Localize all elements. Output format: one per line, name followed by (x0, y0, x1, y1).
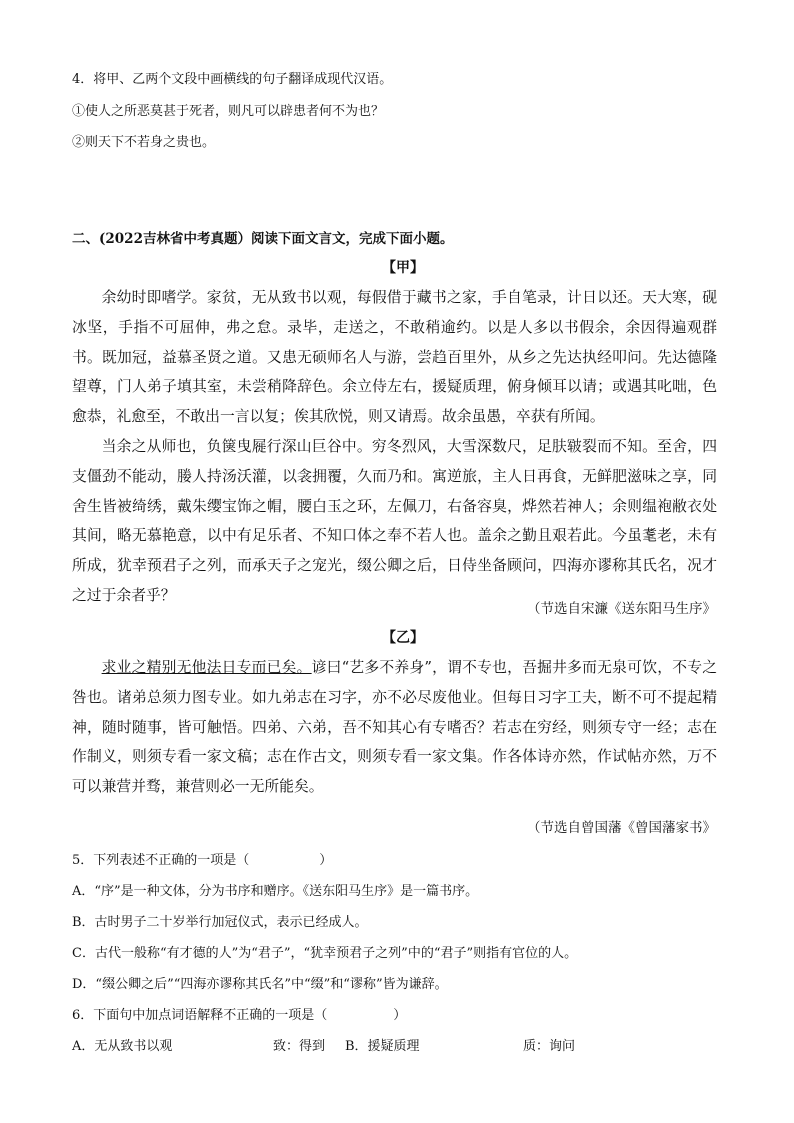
passage-jia-para-2: 当余之从师也，负箧曳屣行深山巨谷中。穷冬烈风，大雪深数尺，足肤皲裂而不知。至舍，四支僵劲不能动，媵人持汤沃灌，以衾拥覆，久而乃和。寓逆旅，主人日再食，无鲜肥滋味之享，同舍生皆被绮绣，戴朱缨宝饰之帽，腰白玉之环，左佩刀，右备容臭，烨然若神人；余则缊袍敝衣处其间，略无慕艳意，以中有足乐者、不知口体之奉不若人也。盖余之勤且艰若此。今虽耄老，未有所成，犹幸预君子之列，而承天子之宠光，缀公卿之后，日侍坐备顾问，四海亦谬称其氏名，况才之过于余者乎？ (72, 437, 717, 604)
passage-yi-source: （节选自曾国藩《曾国藩家书》 (527, 820, 716, 836)
passage-jia-heading: 【甲】 (382, 260, 424, 276)
q5-option-a: A．“序”是一种文体，分为书序和赠序。《送东阳马生序》是一篇书序。 (72, 884, 479, 899)
passage-yi-heading: 【乙】 (382, 630, 424, 646)
q4-item-2: ②则天下不若身之贵也。 (72, 135, 216, 150)
q6-option-b-text: B．援疑质理 (345, 1039, 420, 1054)
q4-stem: 4．将甲、乙两个文段中画横线的句子翻译成现代汉语。 (72, 72, 393, 87)
q4-item-1: ①使人之所恶莫甚于死者，则凡可以辟患者何不为也？ (72, 104, 385, 119)
q5-option-c: C．古代一般称“有才德的人”为“君子”，“犹幸预君子之列”中的“君子”则指有官位的人。 (72, 946, 578, 961)
q6-stem: 6．下面句中加点词语解释不正确的一项是（ ） (72, 1008, 407, 1023)
passage-yi-para (72, 653, 717, 802)
passage-yi (72, 653, 717, 802)
q6-option-b-gloss: 质：询问 (523, 1039, 576, 1054)
q5-option-d: D．“缀公卿之后”“四海亦谬称其氏名”中“缀”和“谬称”皆为谦辞。 (72, 977, 448, 992)
passage-jia-source: （节选自宋濂《送东阳马生序》 (527, 601, 716, 617)
section-2-title: 二、(2022吉林省中考真题）阅读下面文言文，完成下面小题。 (72, 231, 454, 247)
q5-stem: 5．下列表述不正确的一项是（ ） (72, 853, 333, 868)
q6-option-a-text: A．无从致书以观 (72, 1039, 173, 1054)
underlined-sentence: 求业之精别无他法日专而已矣。 (101, 659, 312, 676)
passage-yi-rest: 谚曰“艺多不养身”，谓不专也，吾掘井多而无泉可饮，不专之咎也。诸弟总须力图专业。如九弟志在习字，亦不必尽废他业。但每日习字工夫，断不可不提起精神，随时随事，皆可触悟。四弟、六弟，吾不知其心有专嗜否？若志在穷经，则须专守一经；志在作制义，则须专看一家文稿；志在作古文，则须专看一家文集。作各体诗亦然，作试帖亦然，万不可以兼营并骛，兼营则必一无所能矣。 (72, 659, 717, 796)
passage-jia-para-1: 余幼时即嗜学。家贫，无从致书以观，每假借于藏书之家，手自笔录，计日以还。天大寒，砚冰坚，手指不可屈伸，弗之怠。录毕，走送之，不敢稍逾约。以是人多以书假余，余因得遍观群书。既加冠，益慕圣贤之道。又患无硕师名人与游，尝趋百里外，从乡之先达执经叩问。先达德隆望尊，门人弟子填其室，未尝稍降辞色。余立侍左右，援疑质理，俯身倾耳以请；或遇其叱咄，色愈恭，礼愈至，不敢出一言以复；俟其欣悦，则又请焉。故余虽愚，卒获有所闻。 (72, 289, 717, 426)
passage-jia (72, 283, 717, 611)
q6-option-a-gloss: 致：得到 (273, 1039, 326, 1054)
q5-option-b: B．古时男子二十岁举行加冠仪式，表示已经成人。 (72, 915, 368, 930)
